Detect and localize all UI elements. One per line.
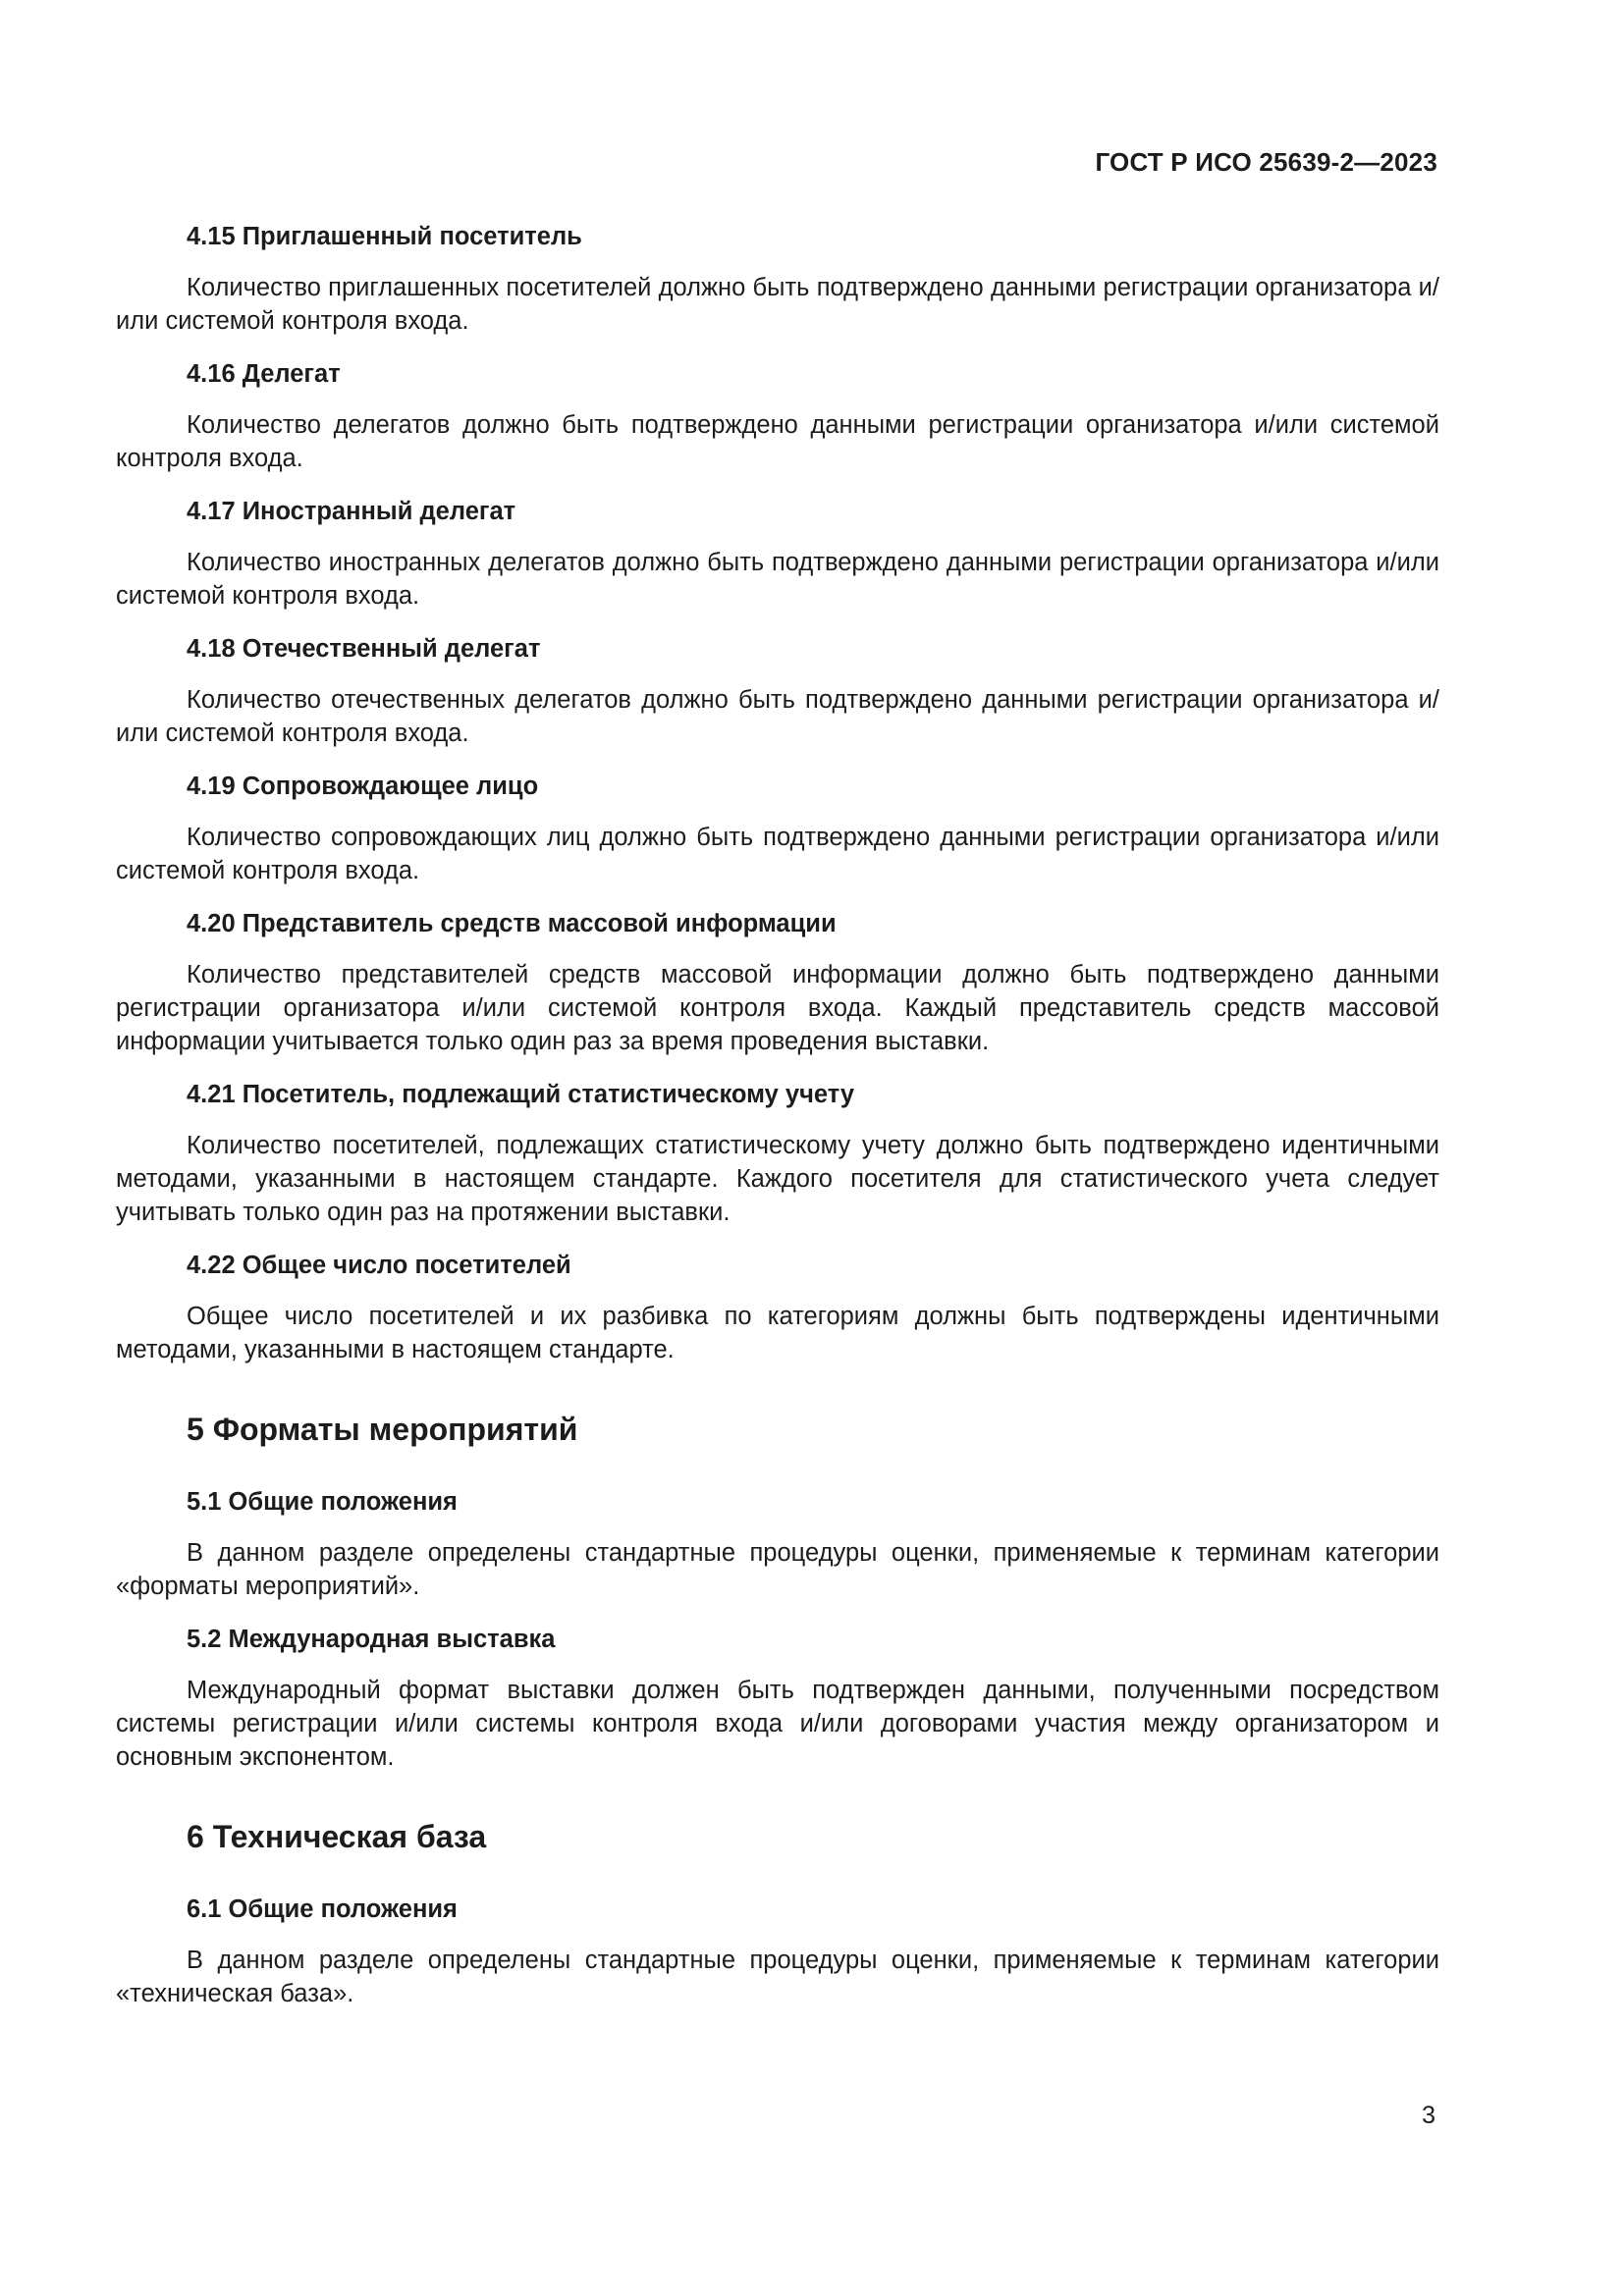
clause-4-15-text: Количество приглашенных посетителей должно быть подтверждено данными регистрации организатора и/или системой контроля входа. bbox=[116, 274, 1439, 335]
clause-4-21-text: Количество посетителей, подлежащих статистическому учету должно быть подтверждено идентичными методами, указанными в настоящем стандарте. Каждого посетителя для статистического учета следует учитывать только один раз на протяжении выставки. bbox=[116, 1132, 1439, 1226]
clause-4-17-text: Количество иностранных делегатов должно быть подтверждено данными регистрации организатора и/или системой контроля входа. bbox=[116, 549, 1439, 610]
clause-4-20-heading: 4.20 Представитель средств массовой информации bbox=[187, 910, 837, 937]
clause-4-22-heading: 4.22 Общее число посетителей bbox=[187, 1252, 571, 1279]
page-number: 3 bbox=[1422, 2102, 1435, 2129]
clause-4-16-heading: 4.16 Делегат bbox=[187, 360, 341, 388]
clause-5-2-heading: 5.2 Международная выставка bbox=[187, 1626, 556, 1653]
clause-4-18-heading: 4.18 Отечественный делегат bbox=[187, 635, 541, 663]
clause-6-1-text: В данном разделе определены стандартные процедуры оценки, применяемые к терминам категории «техническая база». bbox=[116, 1947, 1439, 2007]
section-6-heading: 6 Техническая база bbox=[187, 1819, 487, 1854]
clause-4-15-heading: 4.15 Приглашенный посетитель bbox=[187, 223, 582, 250]
clause-4-22-text: Общее число посетителей и их разбивка по категориям должны быть подтверждены идентичными методами, указанными в настоящем стандарте. bbox=[116, 1303, 1439, 1363]
clause-4-19-heading: 4.19 Сопровождающее лицо bbox=[187, 773, 539, 800]
section-5-heading: 5 Форматы мероприятий bbox=[187, 1412, 578, 1447]
clause-4-19-text: Количество сопровождающих лиц должно быть подтверждено данными регистрации организатора и/или системой контроля входа. bbox=[116, 824, 1439, 884]
clause-5-2-text: Международный формат выставки должен быть подтвержден данными, полученными посредством системы регистрации и/или системы контроля входа и/или договорами участия между организатором и основным экспонентом. bbox=[116, 1677, 1439, 1771]
clause-4-21-heading: 4.21 Посетитель, подлежащий статистическому учету bbox=[187, 1081, 855, 1108]
clause-5-1-heading: 5.1 Общие положения bbox=[187, 1488, 458, 1516]
clause-4-18-text: Количество отечественных делегатов должно быть подтверждено данными регистрации организатора и/или системой контроля входа. bbox=[116, 686, 1439, 747]
clause-4-17-heading: 4.17 Иностранный делегат bbox=[187, 498, 516, 525]
document-body bbox=[116, 221, 1439, 2031]
document-code: ГОСТ Р ИСО 25639-2—2023 bbox=[1095, 147, 1437, 177]
clause-4-20-text: Количество представителей средств массовой информации должно быть подтверждено данными регистрации организатора и/или системой контроля входа. Каждый представитель средств массовой информации учитывается только один раз за время проведения выставки. bbox=[116, 961, 1439, 1055]
clause-5-1-text: В данном разделе определены стандартные процедуры оценки, применяемые к терминам категории «форматы мероприятий». bbox=[116, 1539, 1439, 1600]
clause-6-1-heading: 6.1 Общие положения bbox=[187, 1896, 458, 1923]
clause-4-16-text: Количество делегатов должно быть подтверждено данными регистрации организатора и/или системой контроля входа. bbox=[116, 411, 1439, 472]
